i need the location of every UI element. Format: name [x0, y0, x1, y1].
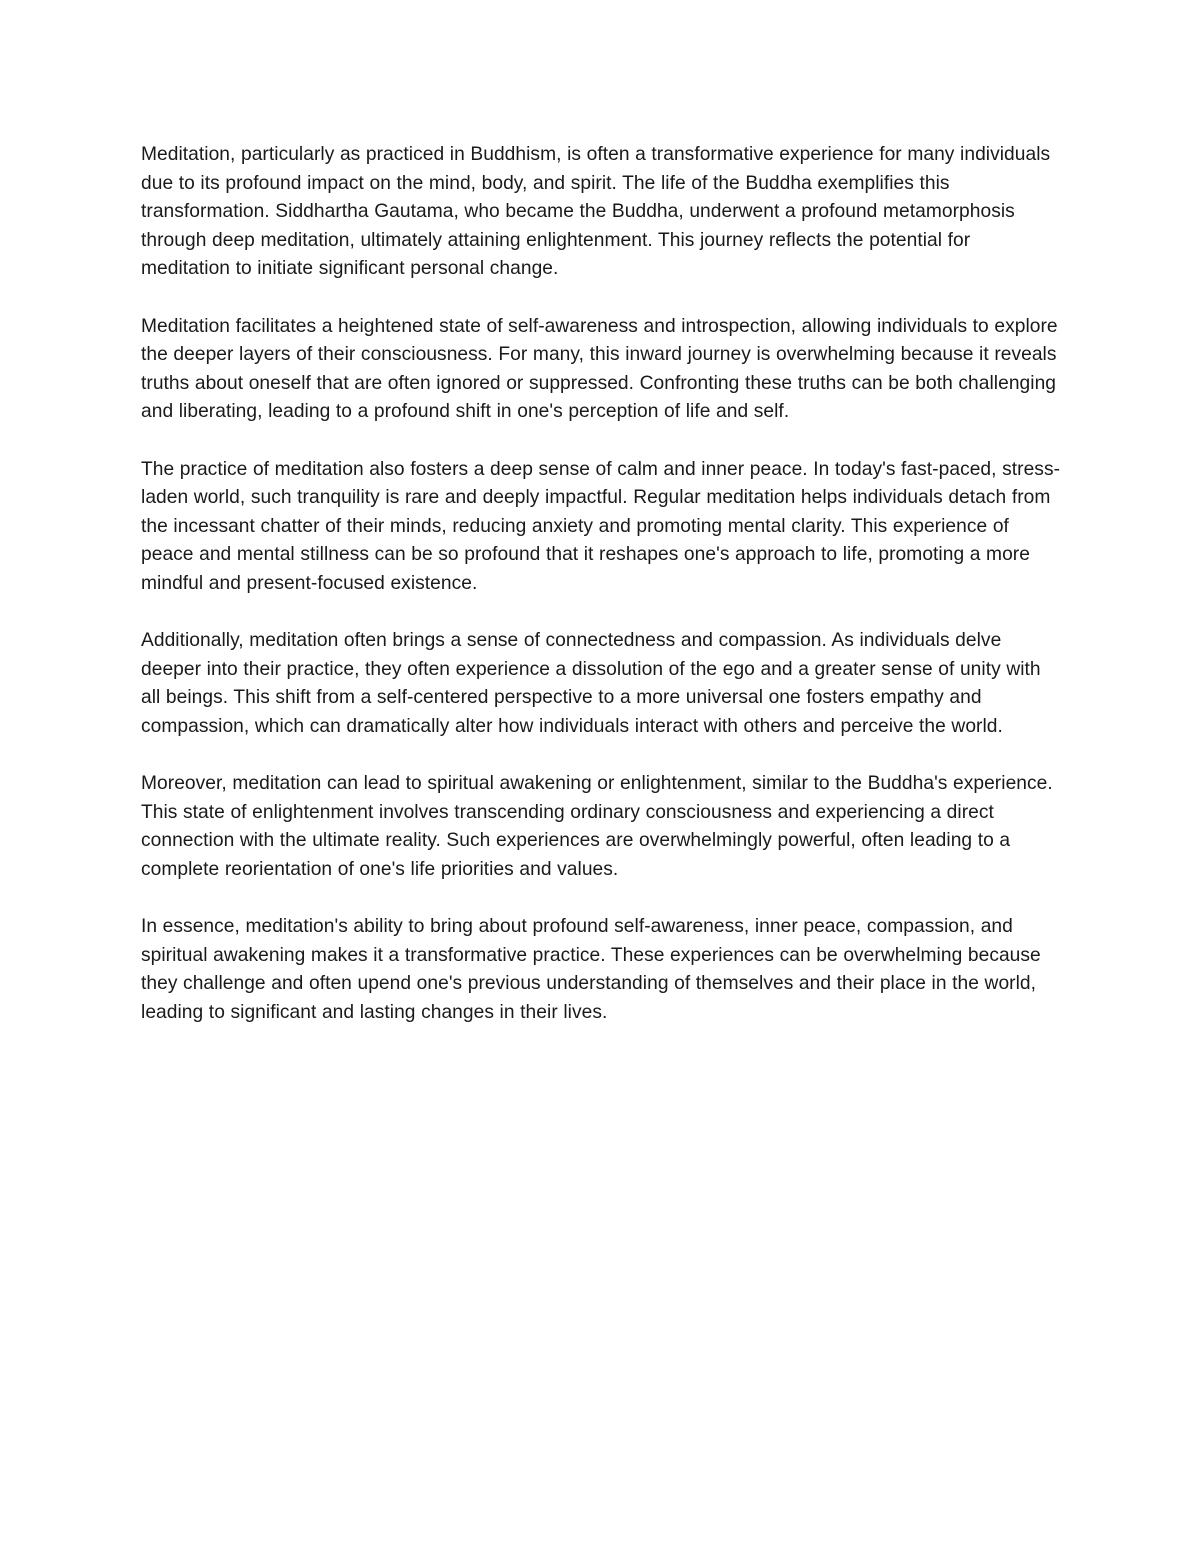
paragraph-3: The practice of meditation also fosters a deep sense of calm and inner peace. In today's fast-paced, stress-laden world, such tranquility is rare and deeply impactful. Regular meditation helps individuals detach from the incessant chatter of their minds, reducing anxiety and promoting mental clarity. This experience of peace and mental stillness can be so profound that it reshapes one's approach to life, promoting a more mindful and present-focused existence.: [141, 458, 1061, 594]
paragraph-5: Moreover, meditation can lead to spiritual awakening or enlightenment, similar to the Buddha's experience. This state of enlightenment involves transcending ordinary consciousness and experiencing a direct connection with the ultimate reality. Such experiences are overwhelmingly powerful, often leading to a complete reorientation of one's life priorities and values.: [141, 773, 1053, 880]
document-body: [141, 141, 1061, 1056]
paragraph-2: Meditation facilitates a heightened state of self-awareness and introspection, allowing individuals to explore the deeper layers of their consciousness. For many, this inward journey is overwhelming because it reveals truths about oneself that are often ignored or suppressed. Confronting these truths can be both challenging and liberating, leading to a profound shift in one's perception of life and self.: [141, 315, 1058, 423]
paragraph-6: In essence, meditation's ability to bring about profound self-awareness, inner peace, compassion, and spiritual awakening makes it a transformative practice. These experiences can be overwhelming because they challenge and often upend one's previous understanding of themselves and their place in the world, leading to significant and lasting changes in their lives.: [141, 916, 1041, 1023]
paragraph-4: Additionally, meditation often brings a sense of connectedness and compassion. As individuals delve deeper into their practice, they often experience a dissolution of the ego and a greater sense of unity with all beings. This shift from a self-centered perspective to a more universal one fosters empathy and compassion, which can dramatically alter how individuals interact with others and perceive the world.: [141, 630, 1041, 737]
paragraph-1: Meditation, particularly as practiced in Buddhism, is often a transformative experience for many individuals due to its profound impact on the mind, body, and spirit. The life of the Buddha exemplifies this transformation. Siddhartha Gautama, who became the Buddha, underwent a profound metamorphosis through deep meditation, ultimately attaining enlightenment. This journey reflects the potential for meditation to initiate significant personal change.: [141, 144, 1051, 280]
